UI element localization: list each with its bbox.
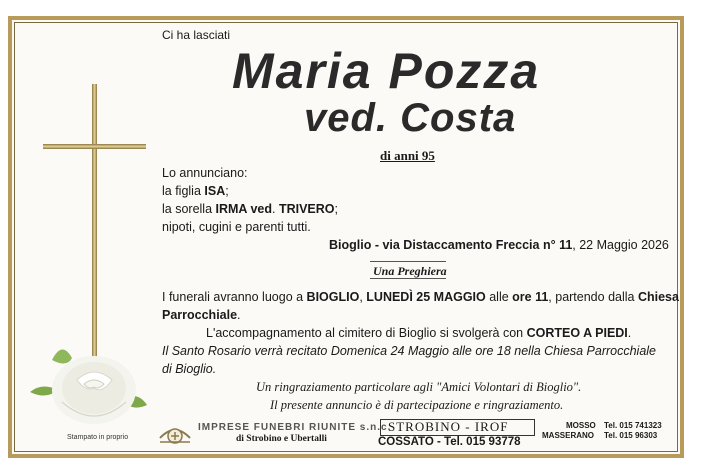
funeral-line-2: Parrocchiale. xyxy=(162,308,241,322)
married-name: ved. Costa xyxy=(304,96,517,140)
announcer-line-2: la sorella IRMA ved. TRIVERO; xyxy=(162,202,338,216)
mosso-label: MOSSO xyxy=(566,421,596,430)
cossato-phone: COSSATO - Tel. 015 93778 xyxy=(378,436,521,448)
thanks-line-1: Un ringraziamento particolare agli "Amici Volontari di Bioglio". xyxy=(256,380,582,394)
company-name: IMPRESE FUNEBRI RIUNITE s.n.c. xyxy=(198,422,392,433)
announcer-line-1: la figlia ISA; xyxy=(162,184,229,198)
deceased-name: Maria Pozza xyxy=(232,43,541,99)
masserano-phone: Tel. 015 96303 xyxy=(604,431,658,440)
cross-bar xyxy=(43,144,146,149)
prayer-heading: Una Preghiera xyxy=(373,264,447,278)
rosary-line-2: di Bioglio. xyxy=(162,362,217,376)
white-rose-icon xyxy=(22,330,152,430)
prayer-rule-bottom xyxy=(370,278,446,279)
thanks-line-2: Il presente annuncio è di partecipazione e ringraziamento. xyxy=(270,398,564,412)
place-date: Bioglio - via Distaccamento Freccia n° 11, 22 Maggio 2026 xyxy=(329,238,669,252)
prayer-rule-top xyxy=(370,261,446,262)
announcer-line-3: nipoti, cugini e parenti tutti. xyxy=(162,220,311,234)
printed-note: Stampato in proprio xyxy=(67,434,129,441)
announcers-title: Lo annunciano: xyxy=(162,166,248,180)
company-owners: di Strobino e Ubertalli xyxy=(236,434,327,444)
rosary-line-1: Il Santo Rosario verrà recitato Domenica 24 Maggio alle ore 18 nella Chiesa Parrocchiale xyxy=(162,344,657,358)
intro-text: Ci ha lasciati xyxy=(162,28,231,42)
age-text: di anni 95 xyxy=(380,148,435,163)
company-logo-icon xyxy=(158,420,192,446)
mosso-phone: Tel. 015 741323 xyxy=(604,421,662,430)
masserano-label: MASSERANO xyxy=(542,431,595,440)
brand-name: STROBINO - IROF xyxy=(388,419,509,434)
funeral-procession: L'accompagnamento al cimitero di Bioglio si svolgerà con CORTEO A PIEDI. xyxy=(206,326,632,340)
funeral-line-1: I funerali avranno luogo a BIOGLIO, LUNEDÌ 25 MAGGIO alle ore 11, partendo dalla Chiesa xyxy=(162,290,679,304)
